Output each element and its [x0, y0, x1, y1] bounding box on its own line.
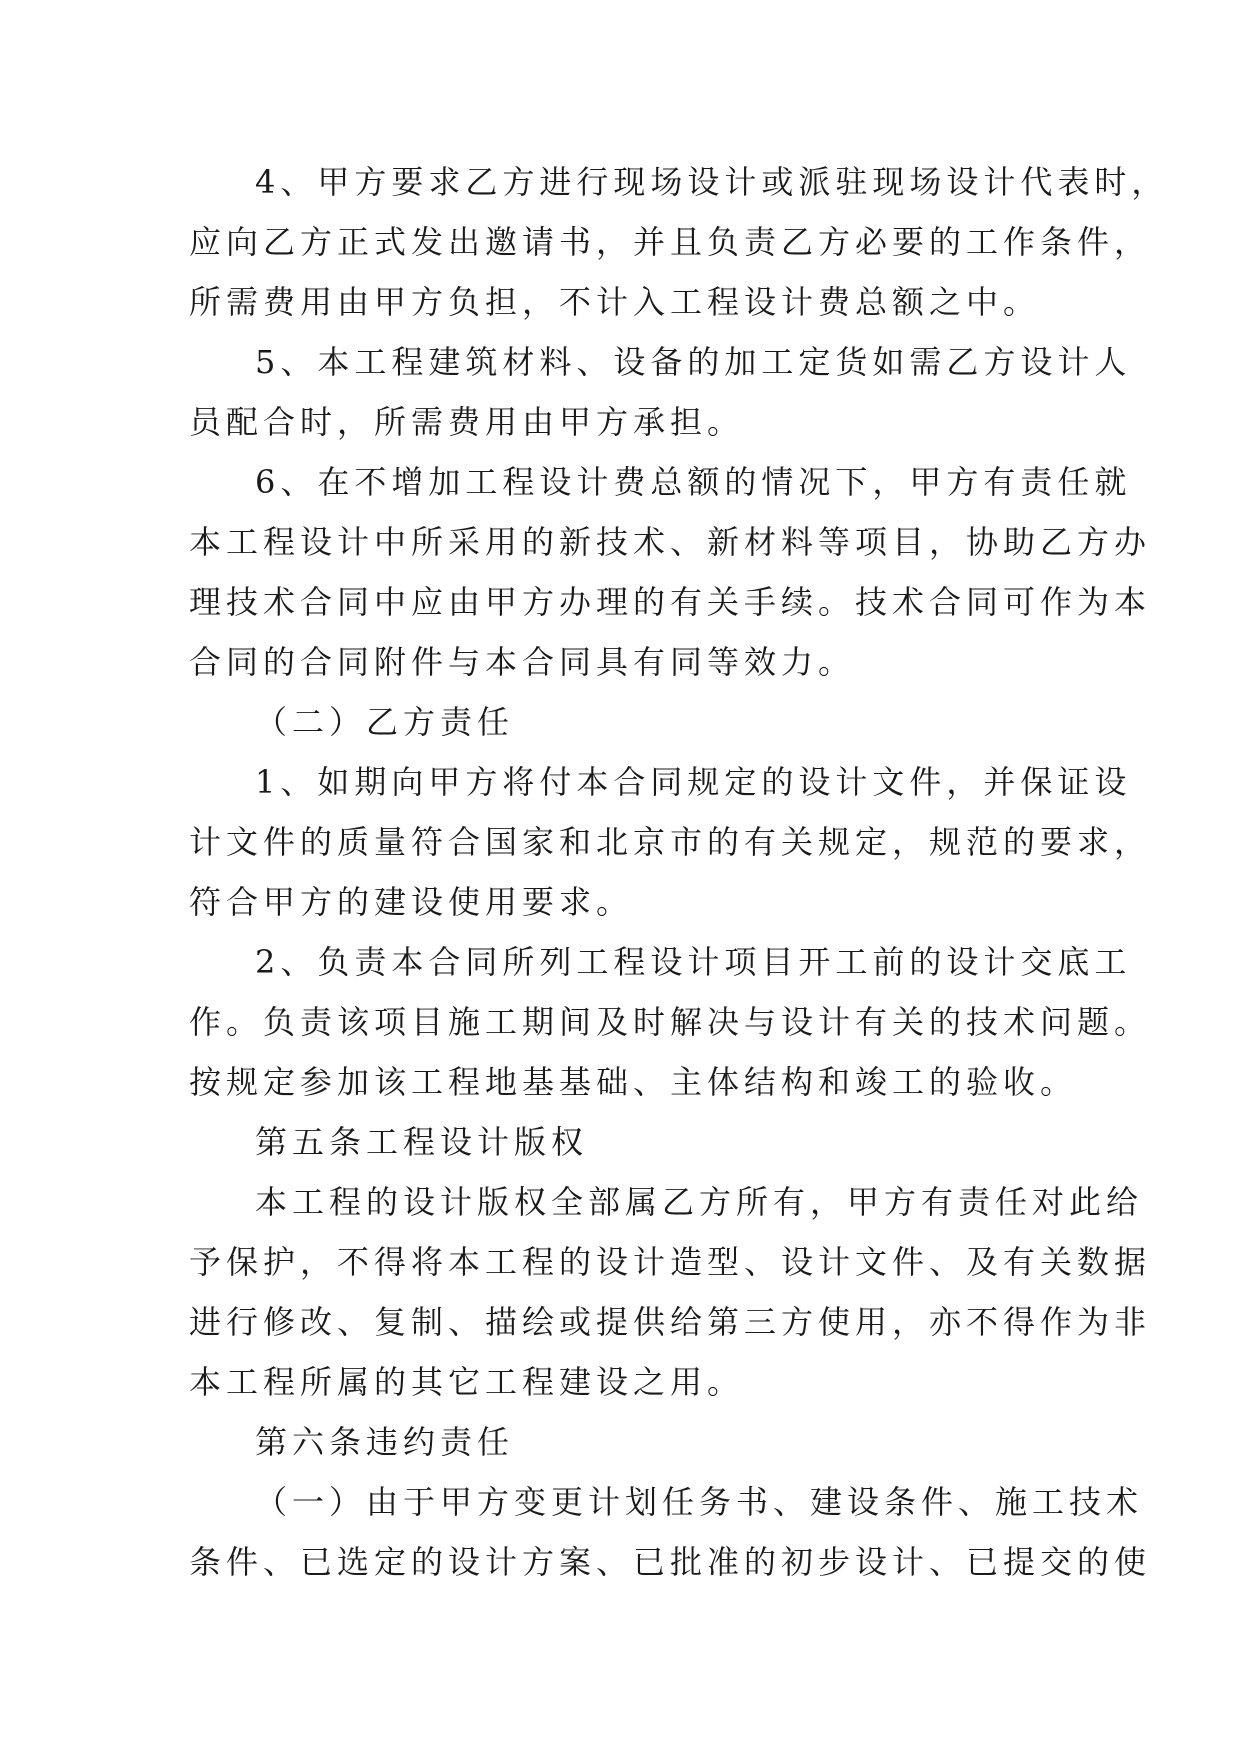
paragraph-line: 4、甲方要求乙方进行现场设计或派驻现场设计代表时，: [255, 163, 1169, 201]
document-page: [189, 152, 1169, 1592]
paragraph-line: 条件、已选定的设计方案、已批准的初步设计、已提交的使: [189, 1543, 1152, 1581]
paragraph-line: 计文件的质量符合国家和北京市的有关规定，规范的要求，: [189, 823, 1152, 861]
paragraph-line: 2、负责本合同所列工程设计项目开工前的设计交底工: [255, 943, 1132, 981]
article-heading: 第五条工程设计版权: [255, 1123, 589, 1161]
paragraph-line: 符合甲方的建设使用要求。: [189, 883, 634, 921]
paragraph-line: 作。负责该项目施工期间及时解决与设计有关的技术问题。: [189, 1003, 1152, 1041]
paragraph-line: 理技术合同中应由甲方办理的有关手续。技术合同可作为本: [189, 583, 1152, 621]
paragraph-line: 应向乙方正式发出邀请书，并且负责乙方必要的工作条件，: [189, 223, 1152, 261]
paragraph-line: 按规定参加该工程地基基础、主体结构和竣工的验收。: [189, 1063, 1078, 1101]
paragraph-line: 进行修改、复制、描绘或提供给第三方使用，亦不得作为非: [189, 1303, 1152, 1341]
paragraph-line: （一）由于甲方变更计划任务书、建设条件、施工技术: [255, 1483, 1144, 1521]
paragraph-line: 员配合时，所需费用由甲方承担。: [189, 403, 745, 441]
paragraph-line: 予保护，不得将本工程的设计造型、设计文件、及有关数据: [189, 1243, 1152, 1281]
paragraph-line: 本工程设计中所采用的新技术、新材料等项目，协助乙方办: [189, 523, 1152, 561]
paragraph-line: 本工程的设计版权全部属乙方所有，甲方有责任对此给: [255, 1183, 1144, 1221]
article-heading: 第六条违约责任: [255, 1423, 515, 1461]
paragraph-line: 合同的合同附件与本合同具有同等效力。: [189, 643, 856, 681]
paragraph-line: 所需费用由甲方负担，不计入工程设计费总额之中。: [189, 283, 1041, 321]
paragraph-line: 本工程所属的其它工程建设之用。: [189, 1363, 745, 1401]
paragraph-line: 6、在不增加工程设计费总额的情况下，甲方有责任就: [255, 463, 1132, 501]
paragraph-line: 5、本工程建筑材料、设备的加工定货如需乙方设计人: [255, 343, 1132, 381]
paragraph-line: 1、如期向甲方将付本合同规定的设计文件，并保证设: [255, 763, 1132, 801]
section-heading: （二）乙方责任: [255, 703, 515, 741]
